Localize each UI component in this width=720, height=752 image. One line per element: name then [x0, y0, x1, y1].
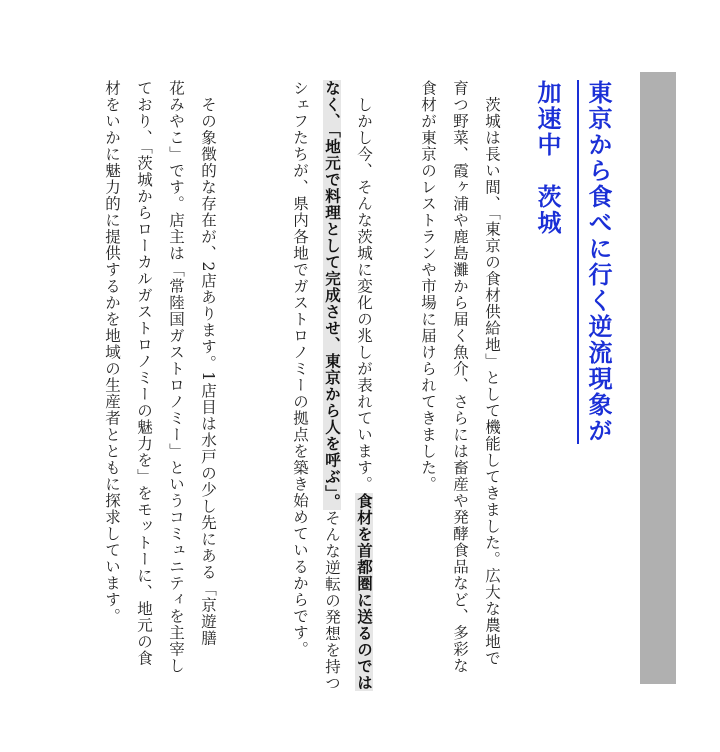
paragraph-line: 茨城は長い間、「東京の食材供給地」として機能してきました。広大な農地で — [483, 80, 501, 667]
highlighted-text: 食材を首都圏に送るのではなく、「地元で料理として完成させ、東京から人を呼ぶ」。 — [323, 80, 373, 691]
paragraph-line: ており、「茨城からローカルガストロノミーの魅力を」をモットーに、地元の食 — [135, 80, 153, 667]
paragraph-2 — [284, 80, 380, 692]
paragraph-text: そんな逆転の発想を持つシェフたちが、県内各地でガストロノミーの拠点を築き始めているからです。 — [291, 80, 341, 692]
paragraph-line: その象徴的な存在が、2店あります。1店目は水戸の少し先にある「京遊膳 — [199, 80, 217, 647]
article-subtitle: 加速中 茨城 — [533, 80, 561, 236]
paragraph-line: 育つ野菜、霞ヶ浦や鹿島灘から届く魚介、さらには畜産や発酵食品など、多彩な — [451, 80, 469, 674]
page-edge-bar — [640, 72, 676, 684]
paragraph-3 — [96, 80, 224, 674]
paragraph-text: しかし今、そんな茨城に変化の兆しが表れています。 — [355, 80, 373, 493]
paragraph-1 — [412, 80, 508, 674]
article-title: 東京から食べに行く逆流現象が — [577, 80, 616, 444]
paragraph-line: 花みやこ」です。店主は「常陸国ガストロノミー」というコミュニティを主宰し — [167, 80, 185, 674]
paragraph-line: 材をいかに魅力的に提供するかを地域の生産者とともに探求しています。 — [103, 80, 121, 625]
paragraph-line: 食材が東京のレストランや市場に届けられてきました。 — [419, 80, 437, 493]
article-heading — [530, 80, 616, 444]
